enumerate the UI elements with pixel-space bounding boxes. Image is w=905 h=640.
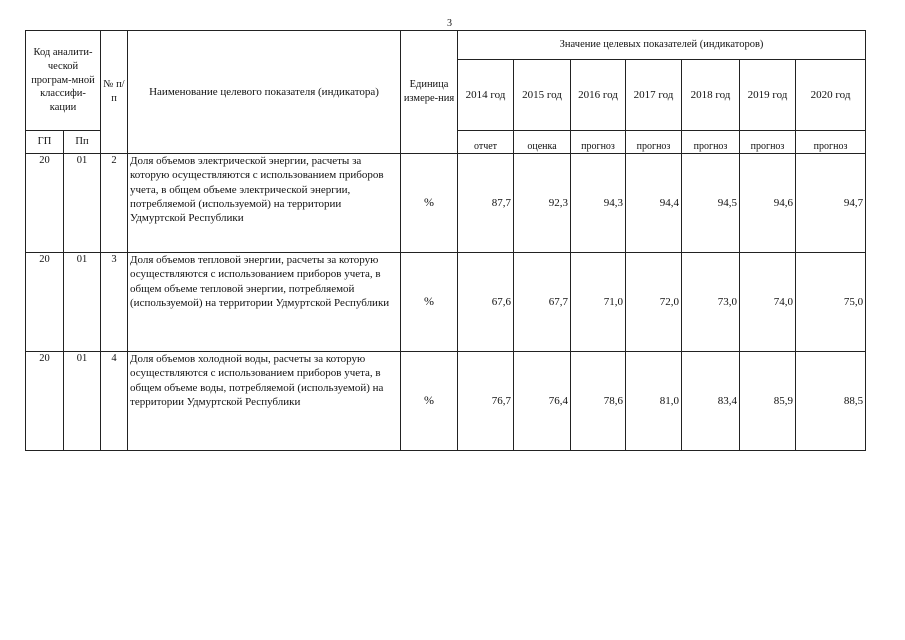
header-year: 2017 год <box>626 60 682 131</box>
row-value: 87,7 <box>458 154 514 253</box>
row-num: 2 <box>101 154 128 253</box>
row-indicator-name: Доля объемов электрической энергии, расчеты за которую осуществляются с использованием приборов учета, в общем объеме электрической энергии, потребляемой (используемой) на территории Удмуртской Республики <box>128 154 401 253</box>
table-body <box>26 154 866 451</box>
row-num: 4 <box>101 352 128 451</box>
row-value: 71,0 <box>571 253 626 352</box>
row-gp: 20 <box>26 154 64 253</box>
header-status: прогноз <box>740 131 796 154</box>
header-gp: ГП <box>26 131 64 154</box>
row-indicator-name: Доля объемов тепловой энергии, расчеты за которую осуществляются с использованием приборов учета, в общем объеме тепловой энергии, потребляемой (используемой) на территории Удмуртской Республики <box>128 253 401 352</box>
indicators-table <box>25 30 866 451</box>
header-pp: Пп <box>64 131 101 154</box>
table-row <box>26 253 866 352</box>
row-num: 3 <box>101 253 128 352</box>
row-value: 78,6 <box>571 352 626 451</box>
row-value: 85,9 <box>740 352 796 451</box>
header-num: № п/п <box>101 31 128 154</box>
table-row <box>26 352 866 451</box>
row-pp: 01 <box>64 352 101 451</box>
row-value: 88,5 <box>796 352 866 451</box>
header-year: 2019 год <box>740 60 796 131</box>
page-number: 3 <box>447 18 452 29</box>
row-value: 94,5 <box>682 154 740 253</box>
header-status: отчет <box>458 131 514 154</box>
row-unit: % <box>401 352 458 451</box>
row-value: 73,0 <box>682 253 740 352</box>
row-value: 76,4 <box>514 352 571 451</box>
header-year: 2018 год <box>682 60 740 131</box>
header-indicator-name: Наименование целевого показателя (индикатора) <box>128 31 401 154</box>
header-status: оценка <box>514 131 571 154</box>
row-value: 92,3 <box>514 154 571 253</box>
table-row <box>26 154 866 253</box>
row-value: 94,4 <box>626 154 682 253</box>
header-values-title: Значение целевых показателей (индикаторов) <box>458 31 866 60</box>
header-status: прогноз <box>571 131 626 154</box>
row-value: 94,3 <box>571 154 626 253</box>
header-status: прогноз <box>626 131 682 154</box>
row-value: 75,0 <box>796 253 866 352</box>
header-unit: Единица измере-ния <box>401 31 458 154</box>
row-value: 67,7 <box>514 253 571 352</box>
row-value: 76,7 <box>458 352 514 451</box>
row-indicator-name: Доля объемов холодной воды, расчеты за которую осуществляются с использованием приборов учета, в общем объеме воды, потребляемой (используемой) на территории Удмуртской Республики <box>128 352 401 451</box>
header-year: 2015 год <box>514 60 571 131</box>
header-status: прогноз <box>682 131 740 154</box>
header-year: 2016 год <box>571 60 626 131</box>
row-pp: 01 <box>64 154 101 253</box>
row-value: 83,4 <box>682 352 740 451</box>
row-value: 74,0 <box>740 253 796 352</box>
row-gp: 20 <box>26 253 64 352</box>
header-code-group: Код аналити-ческой програм-мной классифи-кации <box>26 31 101 131</box>
header-status: прогноз <box>796 131 866 154</box>
row-value: 67,6 <box>458 253 514 352</box>
row-pp: 01 <box>64 253 101 352</box>
header-year: 2014 год <box>458 60 514 131</box>
row-value: 94,7 <box>796 154 866 253</box>
header-year: 2020 год <box>796 60 866 131</box>
table-header <box>26 31 866 154</box>
row-unit: % <box>401 154 458 253</box>
row-value: 81,0 <box>626 352 682 451</box>
row-gp: 20 <box>26 352 64 451</box>
row-value: 72,0 <box>626 253 682 352</box>
row-value: 94,6 <box>740 154 796 253</box>
row-unit: % <box>401 253 458 352</box>
